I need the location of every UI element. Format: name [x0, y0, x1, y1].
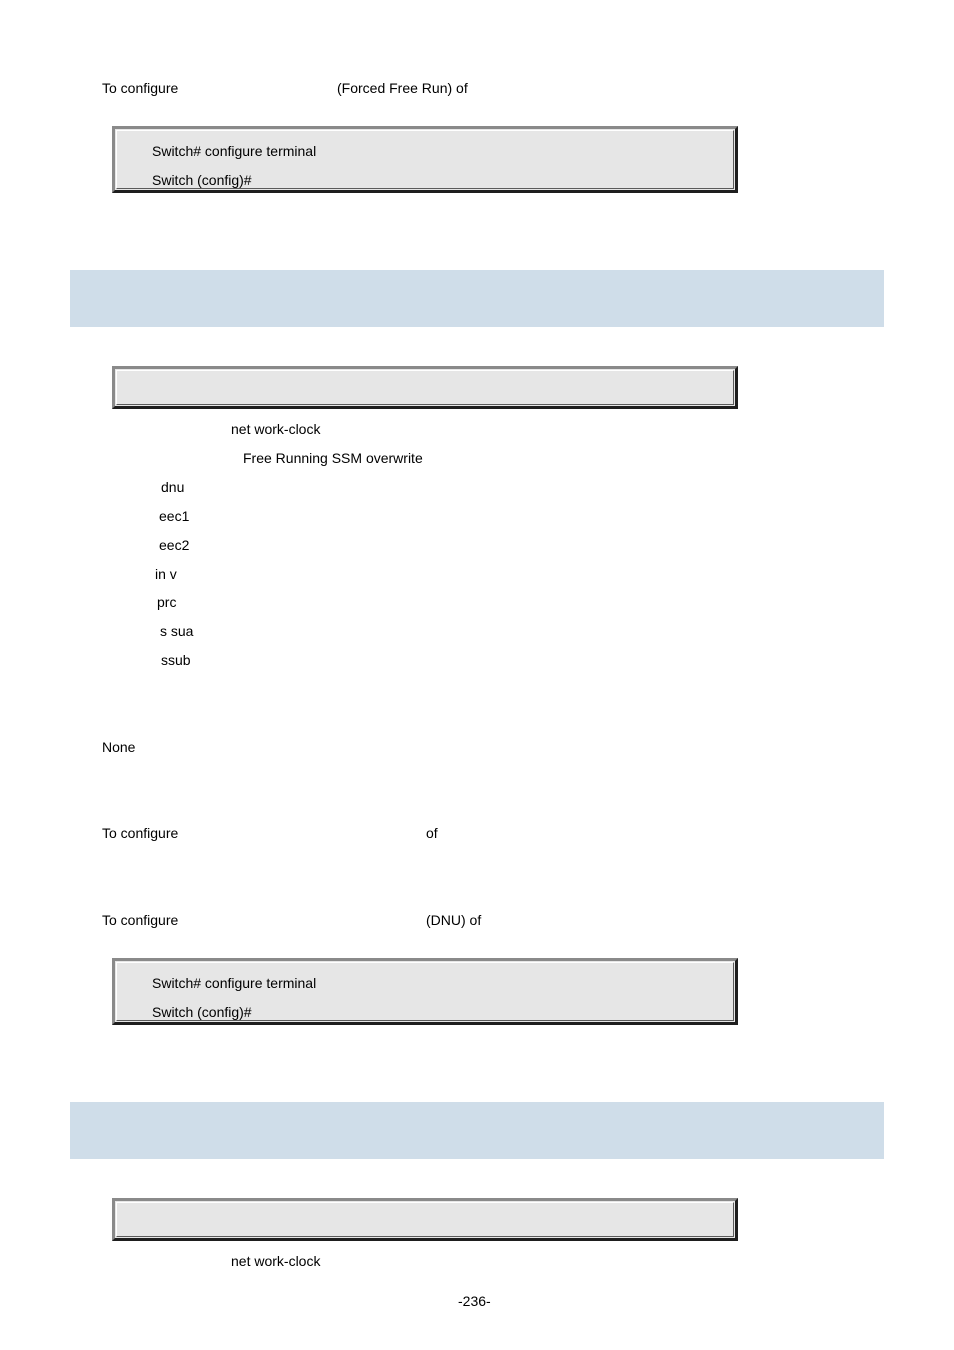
command-syntax-box: [112, 1198, 738, 1241]
example2-desc-b: (DNU) of: [426, 912, 482, 928]
example2-code-box: [112, 958, 738, 1025]
command-mode: net work-clock: [231, 421, 321, 437]
code-line: Switch# configure terminal: [152, 143, 317, 159]
option-item: eec2: [159, 537, 190, 553]
option-item: dnu: [161, 479, 185, 495]
parameter-description: Free Running SSM overwrite: [243, 450, 423, 466]
code-line: Switch# configure terminal: [152, 975, 317, 991]
option-item: ssub: [161, 652, 191, 668]
section-header-band: [70, 270, 884, 327]
usage-desc-a: To configure: [102, 825, 179, 841]
option-item: in v: [155, 566, 177, 582]
command-mode: net work-clock: [231, 1253, 321, 1269]
option-item: eec1: [159, 508, 190, 524]
code-line: Switch (config)#: [152, 1004, 252, 1020]
option-item: prc: [157, 594, 177, 610]
command-syntax-box: [112, 366, 738, 409]
example1-desc-b: (Forced Free Run) of: [337, 80, 468, 96]
default-value: None: [102, 739, 136, 755]
code-line: Switch (config)#: [152, 172, 252, 188]
option-item: s sua: [160, 623, 194, 639]
page-number: -236-: [458, 1293, 491, 1309]
example1-code-box: [112, 126, 738, 193]
example1-desc-a: To configure: [102, 80, 179, 96]
section-header-band: [70, 1102, 884, 1159]
usage-desc-b: of: [426, 825, 438, 841]
example2-desc-a: To configure: [102, 912, 179, 928]
